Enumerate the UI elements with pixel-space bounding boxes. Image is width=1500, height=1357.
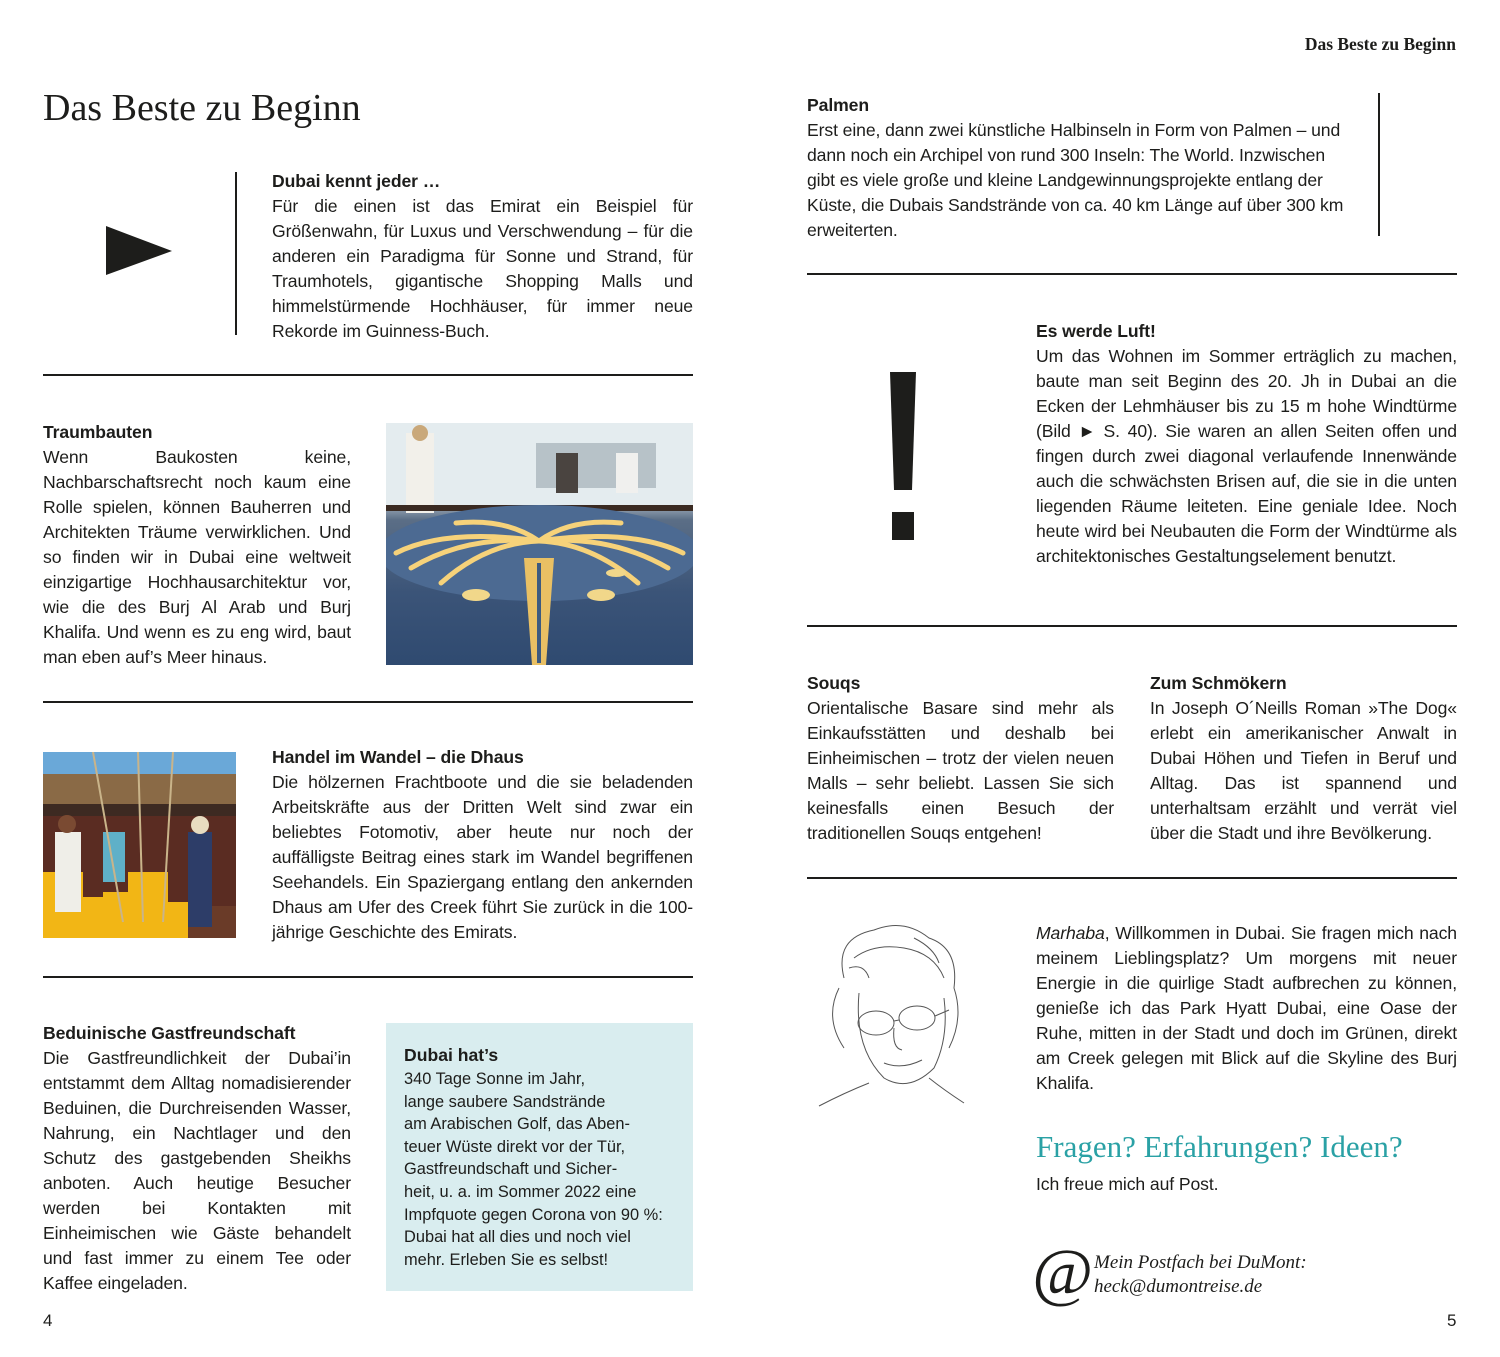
section-title: Souqs — [807, 673, 861, 693]
infobox-line: Impfquote gegen Corona von 90 %: — [404, 1205, 663, 1224]
section-title: Traumbauten — [43, 422, 153, 442]
section-dubai-kennt-jeder — [272, 169, 693, 344]
section-text: In Joseph O´Neills Roman »The Dog« erlebt ein amerikanischer Anwalt in Dubai Höhen und Tiefen in Beruf und Alltag. Das ist spannend und unterhaltsam erzählt und verrät viel über die Stadt und ihre Bevölkerung. — [1150, 698, 1457, 843]
section-title: Palmen — [807, 95, 869, 115]
running-head: Das Beste zu Beginn — [1304, 34, 1456, 54]
horizontal-divider — [43, 976, 693, 978]
page-number-right: 5 — [1447, 1311, 1457, 1330]
contact-subline: Ich freue mich auf Post. — [1036, 1174, 1219, 1194]
section-text: Die hölzernen Frachtboote und die sie beladenden Arbeitskräfte aus der Dritten Welt sind zwar ein beliebtes Fotomotiv, aber heute nur noch der auffälligste Beitrag eines stark im Wandel begriffenen Seehandels. Ein Spaziergang entlang den ankernden Dhaus am Ufer des Creek führt Sie zurück in die 100-jährige Geschichte des Emirats. — [272, 772, 693, 942]
infobox-line: 340 Tage Sonne im Jahr, — [404, 1070, 586, 1088]
mailbox-label: Mein Postfach bei DuMont: — [1094, 1252, 1307, 1273]
email-link[interactable]: heck@dumontreise.de — [1094, 1276, 1263, 1297]
author-portrait-sketch — [814, 918, 974, 1108]
play-triangle-icon — [106, 226, 174, 276]
section-text: Erst eine, dann zwei künstliche Halbinseln in Form von Palmen – und dann noch ein Archipel von rund 300 Inseln: The World. Inzwischen gibt es viele große und kleine Landgewinnungsprojekte entlang der Küste, die Dubais Sandstrände von ca. 40 km Länge auf über 300 km erweiterten. — [807, 120, 1344, 240]
section-text: Wenn Baukosten keine, Nachbarschaftsrecht noch kaum eine Rolle spielen, können Bauherren und Architekten Träume verwirklichen. Und so finden wir in Dubai eine weltweit einzigartige Hochhausarchitektur vor, wie die des Burj Al Arab und Burj Khalifa. Und wenn es zu eng wird, baut man eben auf’s Meer hinaus. — [43, 447, 351, 667]
infobox-line: heit, u. a. im Sommer 2022 eine — [404, 1182, 637, 1201]
section-title: Es werde Luft! — [1036, 321, 1156, 341]
horizontal-divider — [807, 877, 1457, 879]
page-title: Das Beste zu Beginn — [43, 87, 361, 129]
page-number-left: 4 — [43, 1311, 53, 1330]
vertical-divider — [235, 172, 237, 335]
palm-model-photo — [386, 423, 693, 665]
horizontal-divider — [807, 625, 1457, 627]
section-text: Für die einen ist das Emirat ein Beispiel für Größenwahn, für Luxus und Verschwendung – für die anderen ein Paradigma für Sonne und Strand, für Traumhotels, gigantische Shopping Malls und himmelstürmende Hochhäuser, für immer neue Rekorde im Guinness-Buch. — [272, 196, 693, 341]
infobox-line: teuer Wüste direkt vor der Tür, — [404, 1137, 626, 1156]
horizontal-divider — [807, 273, 1457, 275]
dhow-workers-photo — [43, 752, 236, 938]
section-text: Die Gastfreundlichkeit der Dubai’in entstammt dem Alltag nomadisierender Beduinen, die Durchreisenden Wasser, Nahrung, ein Nachtlager und den Schutz des gastgebenden Sheikhs anboten. Auch heutige Besucher werden bei Kontakten mit Einheimischen wie Gäste behandelt und fast immer zu einem Tee oder Kaffee eingeladen. — [43, 1048, 351, 1293]
author-text: , Willkommen in Dubai. Sie fragen mich nach meinem Lieblingsplatz? Um morgens mit neuer Energie in die quirlige Stadt aufbrechen zu können, genieße ich das Park Hyatt Dubai, eine Oase der Ruhe, mitten in der Stadt und doch im Grünen, direkt am Creek gelegen mit Blick auf die Skyline des Burj Khalifa. — [1036, 923, 1457, 1093]
infobox-line: am Arabischen Golf, das Aben- — [404, 1115, 630, 1134]
vertical-divider — [1378, 93, 1380, 236]
section-title: Dubai kennt jeder … — [272, 171, 441, 191]
infobox-content — [404, 1043, 684, 1271]
section-es-werde-luft — [1036, 319, 1457, 569]
section-title: Handel im Wandel – die Dhaus — [272, 747, 524, 767]
infobox-title: Dubai hat’s — [404, 1045, 499, 1065]
infobox-line: lange saubere Sandstrände — [404, 1092, 606, 1111]
section-title: Beduinische Gastfreundschaft — [43, 1023, 296, 1043]
at-sign-icon: @ — [1032, 1236, 1093, 1309]
infobox-line: Dubai hat all dies und noch viel — [404, 1228, 631, 1247]
horizontal-divider — [43, 374, 693, 376]
infobox-dubai-hats — [386, 1023, 693, 1291]
contact-headline: Fragen? Erfahrungen? Ideen? — [1036, 1129, 1403, 1164]
section-palmen — [807, 93, 1347, 243]
exclamation-mark-icon — [888, 372, 918, 542]
section-title: Zum Schmökern — [1150, 673, 1287, 693]
section-beduinische-gastfreundschaft — [43, 1021, 351, 1296]
infobox-line: Gastfreundschaft und Sicher- — [404, 1160, 618, 1179]
author-welcome-text — [1036, 921, 1457, 1096]
section-handel-im-wandel — [272, 745, 693, 945]
section-zum-schmoekern — [1150, 671, 1457, 846]
section-text: Um das Wohnen im Sommer erträglich zu machen, baute man seit Beginn des 20. Jh in Dubai an die Ecken der Lehmhäuser bis zu 15 m hohe Windtürme (Bild ► S. 40). Sie waren an allen Seiten offen und fingen durch zwei diagonal verlaufende Innenwände auch die schwächsten Brisen auf, die sie in die unten liegenden Räume leiteten. Eine geniale Idee. Noch heute wird bei Neubauten die Form der Windtürme als architektonisches Gestaltungselement benutzt. — [1036, 346, 1457, 566]
infobox-line: mehr. Erleben Sie es selbst! — [404, 1250, 609, 1269]
section-text: Orientalische Basare sind mehr als Einkaufsstätten und deshalb bei Einheimischen – trotz der vielen neuen Malls – sehr beliebt. Lassen Sie sich keinesfalls einen Besuch der traditionellen Souqs entgehen! — [807, 698, 1114, 843]
section-traumbauten — [43, 420, 351, 670]
greeting-italic: Marhaba — [1036, 923, 1105, 943]
section-souqs — [807, 671, 1114, 846]
horizontal-divider — [43, 701, 693, 703]
contact-mailbox — [1094, 1251, 1307, 1299]
